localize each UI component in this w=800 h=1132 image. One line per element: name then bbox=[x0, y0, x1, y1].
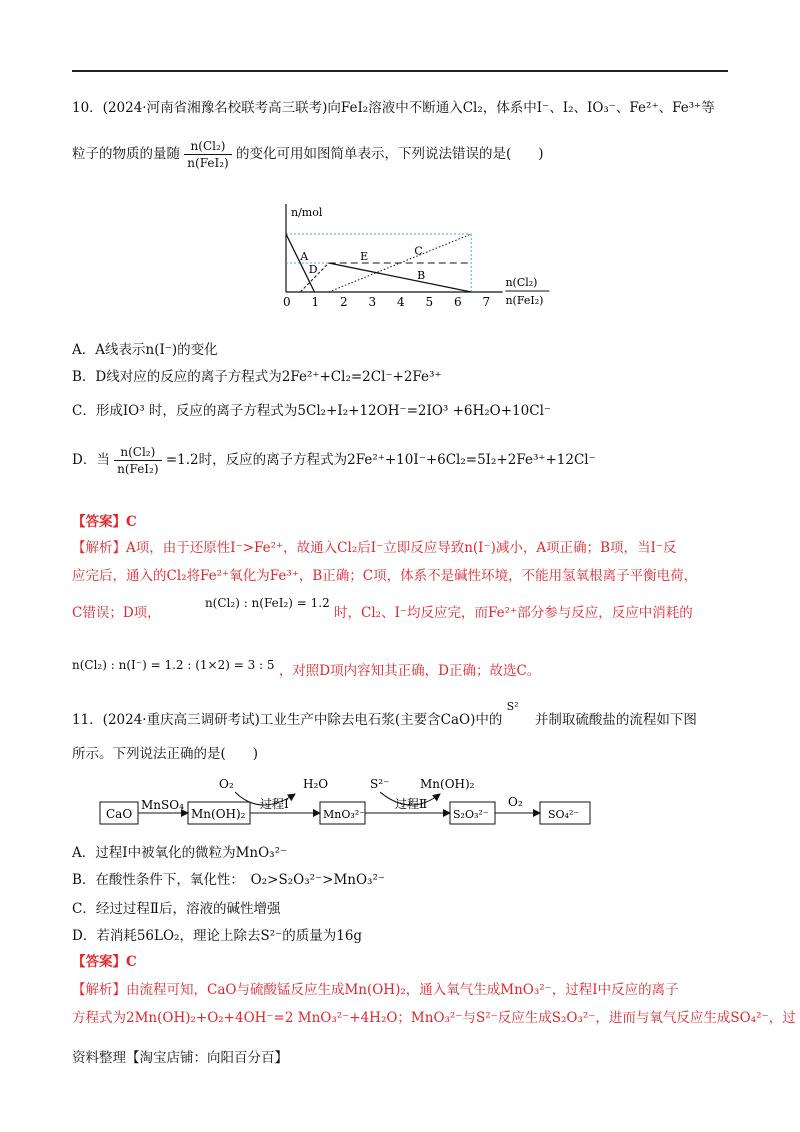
q10-option-d-den: n(FeI₂) bbox=[117, 462, 159, 476]
header-rule bbox=[72, 70, 728, 72]
q10-option-a: A．A线表示n(I⁻)的变化 bbox=[72, 342, 218, 358]
q10-exp4-post: ，对照D项内容知其正确，D正确；故选C。 bbox=[278, 663, 541, 679]
flow-so4: SO₄²⁻ bbox=[548, 808, 580, 821]
flow-mnso4: MnSO₄ bbox=[141, 798, 184, 812]
q10-stem-pre: 粒子的物质的量随 bbox=[72, 146, 180, 162]
y-axis-label: n/mol bbox=[291, 206, 323, 219]
flow-proc2: 过程Ⅱ bbox=[395, 797, 428, 811]
x-tick-7: 7 bbox=[482, 295, 491, 309]
q11-stem-sup: S² bbox=[506, 700, 519, 713]
x-tick-1: 1 bbox=[311, 295, 320, 309]
q11-stem-line1 bbox=[72, 700, 697, 731]
q10-option-d-num: n(Cl₂) bbox=[114, 444, 161, 461]
q11-stem-main: 11．(2024·重庆高三调研考试)工业生产中除去电石浆(主要含CaO)中的 bbox=[72, 712, 503, 728]
flow-mnoh2: Mn(OH)₂ bbox=[191, 807, 246, 821]
q10-exp-line1: 【解析】A项，由于还原性I⁻>Fe²⁺，故通入Cl₂后I⁻立即反应导致n(I⁻)减小，A项正确；B项，当I⁻反 bbox=[72, 540, 677, 556]
q10-fraction bbox=[184, 138, 231, 171]
q10-option-d-fraction bbox=[114, 444, 161, 477]
q11-option-d: D．若消耗56LO₂，理论上除去S²⁻的质量为16g bbox=[72, 928, 363, 944]
q11-exp-line2: 方程式为2Mn(OH)₂+O₂+4OH⁻=2 MnO₃²⁻+4H₂O；MnO₃²⁻与S²⁻反应生成S₂O₃²⁻，进而与氧气反应生成SO₄²⁻，过 bbox=[72, 1010, 796, 1026]
q11-flow-diagram bbox=[95, 772, 615, 832]
x-tick-4: 4 bbox=[397, 295, 405, 309]
q11-option-c: C．经过过程Ⅱ后，溶液的碱性增强 bbox=[72, 901, 281, 917]
q10-option-d-post: =1.2时，反应的离子方程式为2Fe²⁺+10I⁻+6Cl₂=5I₂+2Fe³⁺+12Cl⁻ bbox=[165, 452, 596, 468]
q10-exp3-post: 时，Cl₂、I⁻均反应完，而Fe²⁺部分参与反应，反应中消耗的 bbox=[334, 605, 693, 621]
q10-option-c: C．形成IO³ 时，反应的离子方程式为5Cl₂+I₂+12OH⁻=2IO³ +6H₂O+10Cl⁻ bbox=[72, 403, 552, 419]
q10-exp3-pre: C错误；D项， bbox=[72, 605, 161, 621]
q11-option-a: A．过程Ⅰ中被氧化的微粒为MnO₃²⁻ bbox=[72, 845, 288, 861]
flow-o2-top: O₂ bbox=[219, 777, 234, 791]
q10-answer: 【答案】C bbox=[72, 514, 137, 530]
q10-stem-line1: 10．(2024·河南省湘豫名校联考高三联考)向FeI₂溶液中不断通入Cl₂，体系中I⁻、I₂、IO₃⁻、Fe²⁺、Fe³⁺等 bbox=[72, 100, 715, 116]
q11-stem-post: 并制取硫酸盐的流程如下图 bbox=[534, 712, 697, 728]
footer-text: 资料整理【淘宝店铺：向阳百分百】 bbox=[72, 1050, 288, 1066]
series-d-label: D bbox=[308, 263, 318, 277]
flow-s2-top: S²⁻ bbox=[370, 777, 390, 791]
x-tick-0: 0 bbox=[283, 295, 291, 309]
flow-mno3: MnO₃²⁻ bbox=[323, 808, 365, 821]
flow-cao: CaO bbox=[106, 807, 133, 821]
x-tick-6: 6 bbox=[454, 295, 462, 309]
q10-exp-line2: 应完后，通入的Cl₂将Fe²⁺氧化为Fe³⁺，B正确；C项，体系不是碱性环境，不能用氢氧根离子平衡电荷， bbox=[72, 568, 698, 584]
x-tick-2: 2 bbox=[340, 295, 348, 309]
q10-exp4-math: n(Cl₂) : n(I⁻) = 1.2 : (1×2) = 3 : 5 bbox=[72, 658, 275, 672]
x-axis-label-num: n(Cl₂) bbox=[505, 276, 538, 289]
q11-stem-line2: 所示。下列说法正确的是( ) bbox=[72, 746, 259, 762]
flow-h2o-top: H₂O bbox=[303, 777, 329, 791]
q10-stem-line2 bbox=[72, 138, 544, 171]
q10-exp-line3 bbox=[72, 596, 693, 623]
q10-option-d bbox=[72, 444, 596, 477]
flow-mnoh2-top: Mn(OH)₂ bbox=[420, 777, 475, 791]
series-b-line bbox=[329, 263, 472, 292]
series-a-label: A bbox=[300, 250, 309, 264]
q11-exp-line1: 【解析】由流程可知，CaO与硫酸锰反应生成Mn(OH)₂，通入氧气生成MnO₃²⁻，过程Ⅰ中反应的离子 bbox=[72, 982, 679, 998]
q11-answer: 【答案】C bbox=[72, 954, 137, 970]
q10-option-d-pre: D．当 bbox=[72, 452, 110, 468]
q10-frac-den: n(FeI₂) bbox=[187, 156, 229, 170]
q10-exp-line4 bbox=[72, 655, 541, 679]
series-c-label: C bbox=[414, 244, 423, 258]
q10-option-b: B．D线对应的反应的离子方程式为2Fe²⁺+Cl₂=2Cl⁻+2Fe³⁺ bbox=[72, 369, 442, 385]
q10-stem-post: 的变化可用如图简单表示，下列说法错误的是( ) bbox=[236, 146, 544, 162]
x-tick-3: 3 bbox=[368, 295, 377, 309]
x-axis-label-den: n(FeI₂) bbox=[505, 294, 544, 307]
series-b-label: B bbox=[417, 268, 426, 282]
x-tick-5: 5 bbox=[425, 295, 434, 309]
q11-option-b: B．在酸性条件下，氧化性： O₂>S₂O₃²⁻>MnO₃²⁻ bbox=[72, 872, 385, 888]
flow-proc1: 过程Ⅰ bbox=[260, 797, 289, 811]
flow-o2-arrow: O₂ bbox=[508, 795, 523, 809]
series-e-label: E bbox=[360, 250, 369, 264]
q10-frac-num: n(Cl₂) bbox=[184, 138, 231, 155]
q10-chart bbox=[270, 198, 570, 318]
q10-exp3-math: n(Cl₂) : n(FeI₂) = 1.2 bbox=[204, 596, 330, 610]
flow-s2o3: S₂O₃²⁻ bbox=[453, 808, 489, 821]
